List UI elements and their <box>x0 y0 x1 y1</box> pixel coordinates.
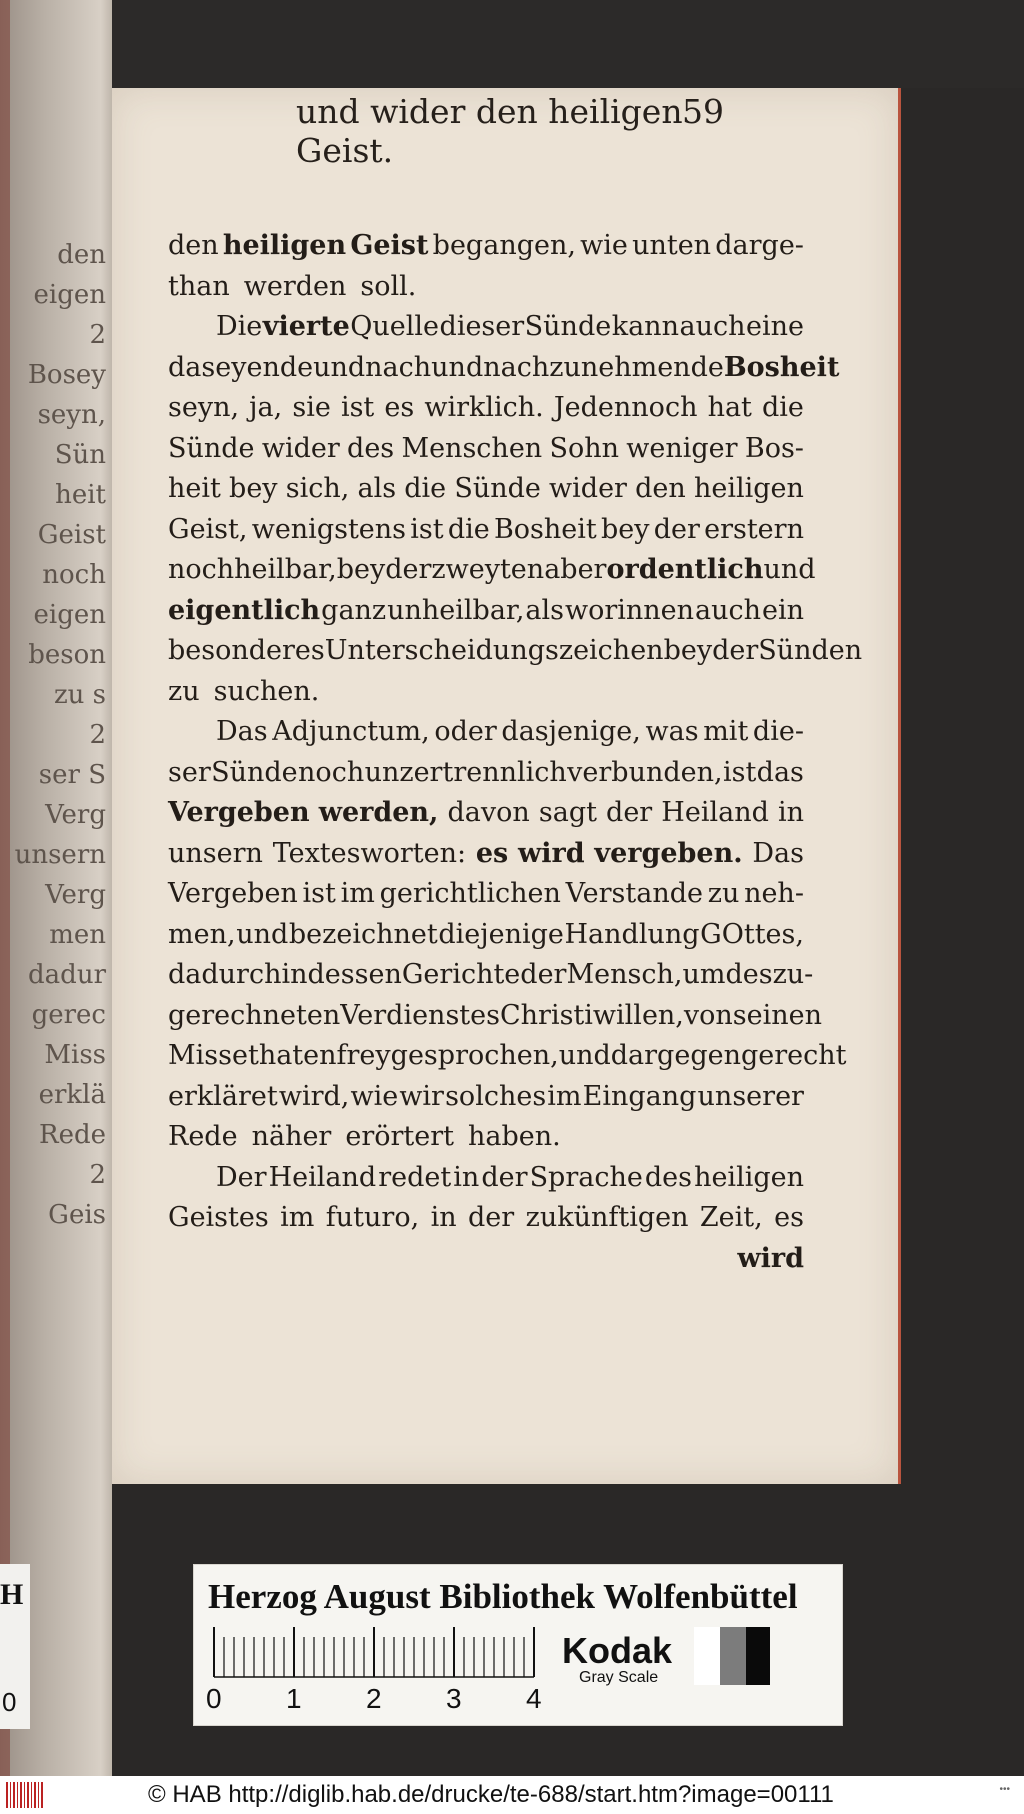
facing-page-fragment: ser S <box>38 760 106 790</box>
word: im <box>280 1202 315 1233</box>
word: und <box>313 351 366 383</box>
word: Handlung <box>564 918 700 950</box>
word: bey <box>600 513 650 545</box>
word: sie <box>292 392 331 423</box>
word: es <box>774 1202 804 1233</box>
word: wie <box>580 230 628 261</box>
word: willen, <box>592 999 684 1031</box>
word: werden, <box>318 797 439 828</box>
word: mit <box>703 716 749 747</box>
word: Sprache <box>529 1161 643 1193</box>
text-line <box>168 473 804 519</box>
facing-page-fragment: dadur <box>28 960 106 990</box>
word: heiligen <box>222 230 347 261</box>
word: Unterscheidungszeichen <box>324 635 664 666</box>
word: näher <box>251 1121 332 1152</box>
word: der <box>653 513 700 545</box>
word: wenigstens <box>251 513 407 545</box>
word: sagt <box>538 797 597 828</box>
word: im <box>547 1080 582 1112</box>
word: freygesprochen, <box>336 1040 559 1071</box>
word: heilbar, <box>234 554 337 585</box>
word: Heiland <box>268 1161 377 1193</box>
word: aber <box>544 554 607 585</box>
facing-page-fragment: 2 <box>89 320 106 350</box>
word: bey <box>336 554 386 585</box>
word: vierte <box>262 311 350 342</box>
text-line <box>168 999 823 1046</box>
word: wider <box>261 432 340 464</box>
kodak-logo: Kodak <box>562 1630 673 1671</box>
word: beyder <box>663 635 759 666</box>
word: men, <box>168 918 236 950</box>
scale-number: 2 <box>366 1683 382 1714</box>
facing-page-fragment: gerec <box>31 1000 106 1030</box>
word: ganz <box>321 594 387 626</box>
word: eine <box>745 311 804 342</box>
word: ist <box>410 513 444 545</box>
word: Textesworten: <box>272 837 467 869</box>
word: als <box>357 473 397 504</box>
word: sich, <box>285 473 350 504</box>
word: Die <box>216 311 263 342</box>
word: die <box>762 392 804 423</box>
word: den <box>168 230 219 261</box>
word: das <box>756 756 804 788</box>
word: zukünftigen <box>525 1202 689 1233</box>
word: Sünde <box>168 432 255 464</box>
word: seyn, <box>168 392 240 423</box>
text-line <box>168 1121 804 1167</box>
word: Rede <box>168 1121 238 1152</box>
word: zu <box>168 675 200 707</box>
gray-patch-black <box>746 1627 770 1685</box>
word: Verstande <box>565 878 703 909</box>
facing-page-fragment: Geis <box>48 1200 106 1230</box>
word: Mensch, <box>566 959 683 990</box>
word: Sünden <box>758 635 863 666</box>
facing-page-fragment: Verg <box>45 880 106 910</box>
facing-page-fragment: heit <box>55 480 106 510</box>
partial-target-letter: H <box>0 1578 24 1611</box>
word: oder <box>434 716 497 747</box>
gray-scale-label: Gray Scale <box>579 1669 659 1686</box>
text-line <box>168 757 804 803</box>
word: Menschen <box>401 432 543 464</box>
word: des <box>725 959 773 990</box>
word: um <box>682 959 726 990</box>
text-line <box>168 392 804 438</box>
text-line <box>168 797 804 843</box>
word: die- <box>752 716 804 747</box>
word: wie <box>350 1080 399 1112</box>
scale-number: 1 <box>286 1683 302 1714</box>
word: die <box>404 473 447 504</box>
text-line <box>168 878 804 924</box>
word: Sünde <box>454 473 541 504</box>
word: was <box>645 716 699 747</box>
word: werden <box>243 270 347 302</box>
facing-page-fragment: Rede <box>39 1120 106 1150</box>
word: ist <box>722 756 757 788</box>
word: dargegen <box>610 1040 741 1071</box>
word: Sohn <box>549 432 619 464</box>
text-line <box>168 919 804 965</box>
word: wird, <box>278 1080 350 1112</box>
facing-page-fragment: den <box>57 240 106 270</box>
facing-page-fragment: 2 <box>89 1160 106 1190</box>
word: ist <box>302 878 336 909</box>
facing-page-fragment: eigen <box>33 280 106 310</box>
word: eigentlich <box>168 594 321 626</box>
footer-bar <box>0 1776 1024 1814</box>
word: hat <box>707 392 752 423</box>
word: GOttes, <box>700 918 804 950</box>
word: ein <box>761 594 804 626</box>
word: wirklich. <box>424 392 544 423</box>
word: gerecht <box>740 1040 847 1071</box>
word: suchen. <box>213 675 320 707</box>
word: in <box>453 1161 480 1193</box>
word: der <box>520 959 567 990</box>
word: wider <box>549 473 627 504</box>
facing-page-edge <box>0 0 112 1790</box>
facing-page-fragment: Verg <box>45 800 106 830</box>
scanner-background-top <box>0 0 1024 88</box>
word: Bosheit <box>493 513 597 545</box>
text-line <box>168 595 804 641</box>
word: von <box>683 999 733 1031</box>
word: des <box>347 432 395 464</box>
word: Bos- <box>744 432 804 464</box>
word: heiligen <box>693 473 804 504</box>
institution-name: Herzog August Bibliothek Wolfenbüttel <box>208 1577 798 1616</box>
word: heiligen <box>694 1161 804 1193</box>
scale-number: 4 <box>526 1683 542 1714</box>
word: erstern <box>704 513 804 545</box>
word: zu <box>707 878 740 909</box>
word: nach <box>365 351 432 383</box>
word: Christi <box>499 999 593 1031</box>
word: kann <box>611 311 679 342</box>
word: Eingang <box>582 1080 697 1112</box>
text-line <box>168 838 804 884</box>
word: zunehmende <box>549 351 724 383</box>
word: Heiland <box>661 797 769 828</box>
word: dessen <box>307 959 402 990</box>
word: Missethaten <box>168 1040 337 1071</box>
text-line <box>168 230 804 276</box>
word: der <box>606 797 653 828</box>
word: noch <box>298 756 365 788</box>
facing-page-fragment: eigen <box>33 600 106 630</box>
word: Vergeben <box>168 797 310 828</box>
word: seinen <box>732 999 823 1031</box>
word: darge- <box>715 230 804 261</box>
word: heit <box>168 473 221 504</box>
word: neh- <box>744 878 804 909</box>
text-line <box>168 271 804 317</box>
word: worinnen <box>564 594 695 626</box>
word: der <box>481 1161 528 1193</box>
word: Sünde <box>211 756 298 788</box>
word: erkläret <box>168 1080 278 1112</box>
word: dieser <box>439 311 525 342</box>
facing-page-fragment: Miss <box>44 1040 106 1070</box>
word: unsern <box>168 837 263 869</box>
gray-patch-white <box>694 1627 720 1685</box>
word: Verdienstes <box>340 999 500 1031</box>
word: wir <box>399 1080 444 1112</box>
word: futuro, <box>325 1202 420 1233</box>
word: die <box>447 513 490 545</box>
word: bezeichnet <box>288 918 438 950</box>
word: gerichtlichen <box>379 878 561 909</box>
facing-page-fragment: men <box>49 920 106 950</box>
facing-page-fragment: 2 <box>89 720 106 750</box>
word: in <box>430 1202 457 1233</box>
word: es <box>475 837 509 869</box>
word: im <box>340 878 375 909</box>
text-line <box>168 716 804 762</box>
facing-page-fragment: Geist <box>37 520 106 550</box>
word: unten <box>632 230 712 261</box>
word: wird <box>737 1242 804 1274</box>
text-line <box>168 351 840 398</box>
word: in <box>777 797 804 828</box>
running-head <box>180 82 740 170</box>
text-line <box>168 676 804 722</box>
word: noch <box>168 554 235 585</box>
word: in <box>281 959 308 990</box>
text-line <box>168 514 804 560</box>
word: unserer <box>697 1080 804 1112</box>
word: begangen, <box>432 230 576 261</box>
scale-number: 3 <box>446 1683 462 1714</box>
word: der <box>385 554 432 585</box>
text-line <box>168 635 863 681</box>
word: bey <box>229 473 278 504</box>
text-line <box>168 1202 804 1248</box>
copyright-url: © HAB http://diglib.hab.de/drucke/te-688/start.htm?image=00111 <box>148 1781 834 1808</box>
word: den <box>635 473 686 504</box>
word: solches <box>445 1080 547 1112</box>
word: ordentlich <box>606 554 764 585</box>
word: dadurch <box>168 959 282 990</box>
word: soll. <box>360 270 417 302</box>
word: ser <box>168 756 211 788</box>
word: auch <box>679 311 746 342</box>
facing-page-fragment: unsern <box>14 840 106 870</box>
text-line <box>168 1243 804 1289</box>
facing-page-fragment: Bosey <box>27 360 106 390</box>
word: Geist <box>350 230 429 261</box>
word: und <box>558 1040 611 1071</box>
word: es <box>384 392 415 423</box>
word: zu- <box>772 959 814 990</box>
word: vergeben. <box>594 837 743 869</box>
scale-number: 0 <box>206 1683 222 1714</box>
word: und <box>431 351 484 383</box>
word: ist <box>340 392 375 423</box>
word: unheilbar, <box>387 594 525 626</box>
word: Geistes <box>168 1202 269 1233</box>
word: gerechneten <box>168 999 341 1031</box>
word: Jedennoch <box>553 392 698 423</box>
word: Quelle <box>350 311 440 342</box>
word: Der <box>216 1161 267 1193</box>
word: unzertrennlich <box>364 756 567 788</box>
facing-page-fragment: zu s <box>53 680 106 710</box>
word: Das <box>216 716 268 747</box>
word: besonderes <box>168 635 325 666</box>
word: und <box>236 918 289 950</box>
word: dasjenige, <box>501 716 641 747</box>
word: Gerichte <box>401 959 521 990</box>
facing-page-fragment: seyn, <box>37 400 106 430</box>
word: wird <box>518 837 585 869</box>
word: redet <box>378 1161 452 1193</box>
running-title: und wider den heiligen Geist. <box>296 92 683 170</box>
word: verbunden, <box>567 756 723 788</box>
gray-scale-target <box>193 1564 843 1726</box>
word: Adjunctum, <box>272 716 430 747</box>
word: haben. <box>467 1121 561 1152</box>
facing-page-fragment: noch <box>42 560 106 590</box>
word: Vergeben <box>168 878 298 909</box>
word: der <box>468 1202 515 1233</box>
word: auch <box>695 594 762 626</box>
word: than <box>168 270 230 302</box>
partial-color-target <box>0 1564 30 1729</box>
word: weniger <box>626 432 738 464</box>
text-line <box>168 554 816 600</box>
word: daseyende <box>168 351 314 383</box>
word: Das <box>752 837 804 869</box>
word: Zeit, <box>699 1202 763 1233</box>
page-number: 59 <box>682 92 724 131</box>
gray-patch-mid <box>720 1627 746 1685</box>
word: Geist, <box>168 513 248 545</box>
text-line <box>168 311 804 357</box>
word: zweyten <box>431 554 545 585</box>
word: nach <box>483 351 550 383</box>
text-line <box>168 1162 804 1208</box>
word: als <box>525 594 565 626</box>
word: Sünde <box>524 311 612 342</box>
menu-dots-icon: ••• <box>999 1784 1010 1795</box>
barcode-icon <box>6 1782 44 1808</box>
word: diejenige <box>438 918 564 950</box>
text-line <box>168 1081 804 1127</box>
word: und <box>763 554 816 585</box>
word: Bosheit <box>723 351 840 383</box>
text-line <box>168 1040 847 1086</box>
word: erörtert <box>345 1121 454 1152</box>
ruler-ticks <box>214 1627 534 1677</box>
facing-page-fragment: beson <box>28 640 106 670</box>
text-line <box>168 433 804 479</box>
facing-page-fragment: erklä <box>38 1080 106 1110</box>
word: ja, <box>249 392 283 423</box>
word: des <box>644 1161 693 1193</box>
word: davon <box>447 797 530 828</box>
partial-target-number: 0 <box>2 1687 17 1717</box>
facing-page-fragment: Sün <box>54 440 106 470</box>
text-line <box>168 959 814 1005</box>
